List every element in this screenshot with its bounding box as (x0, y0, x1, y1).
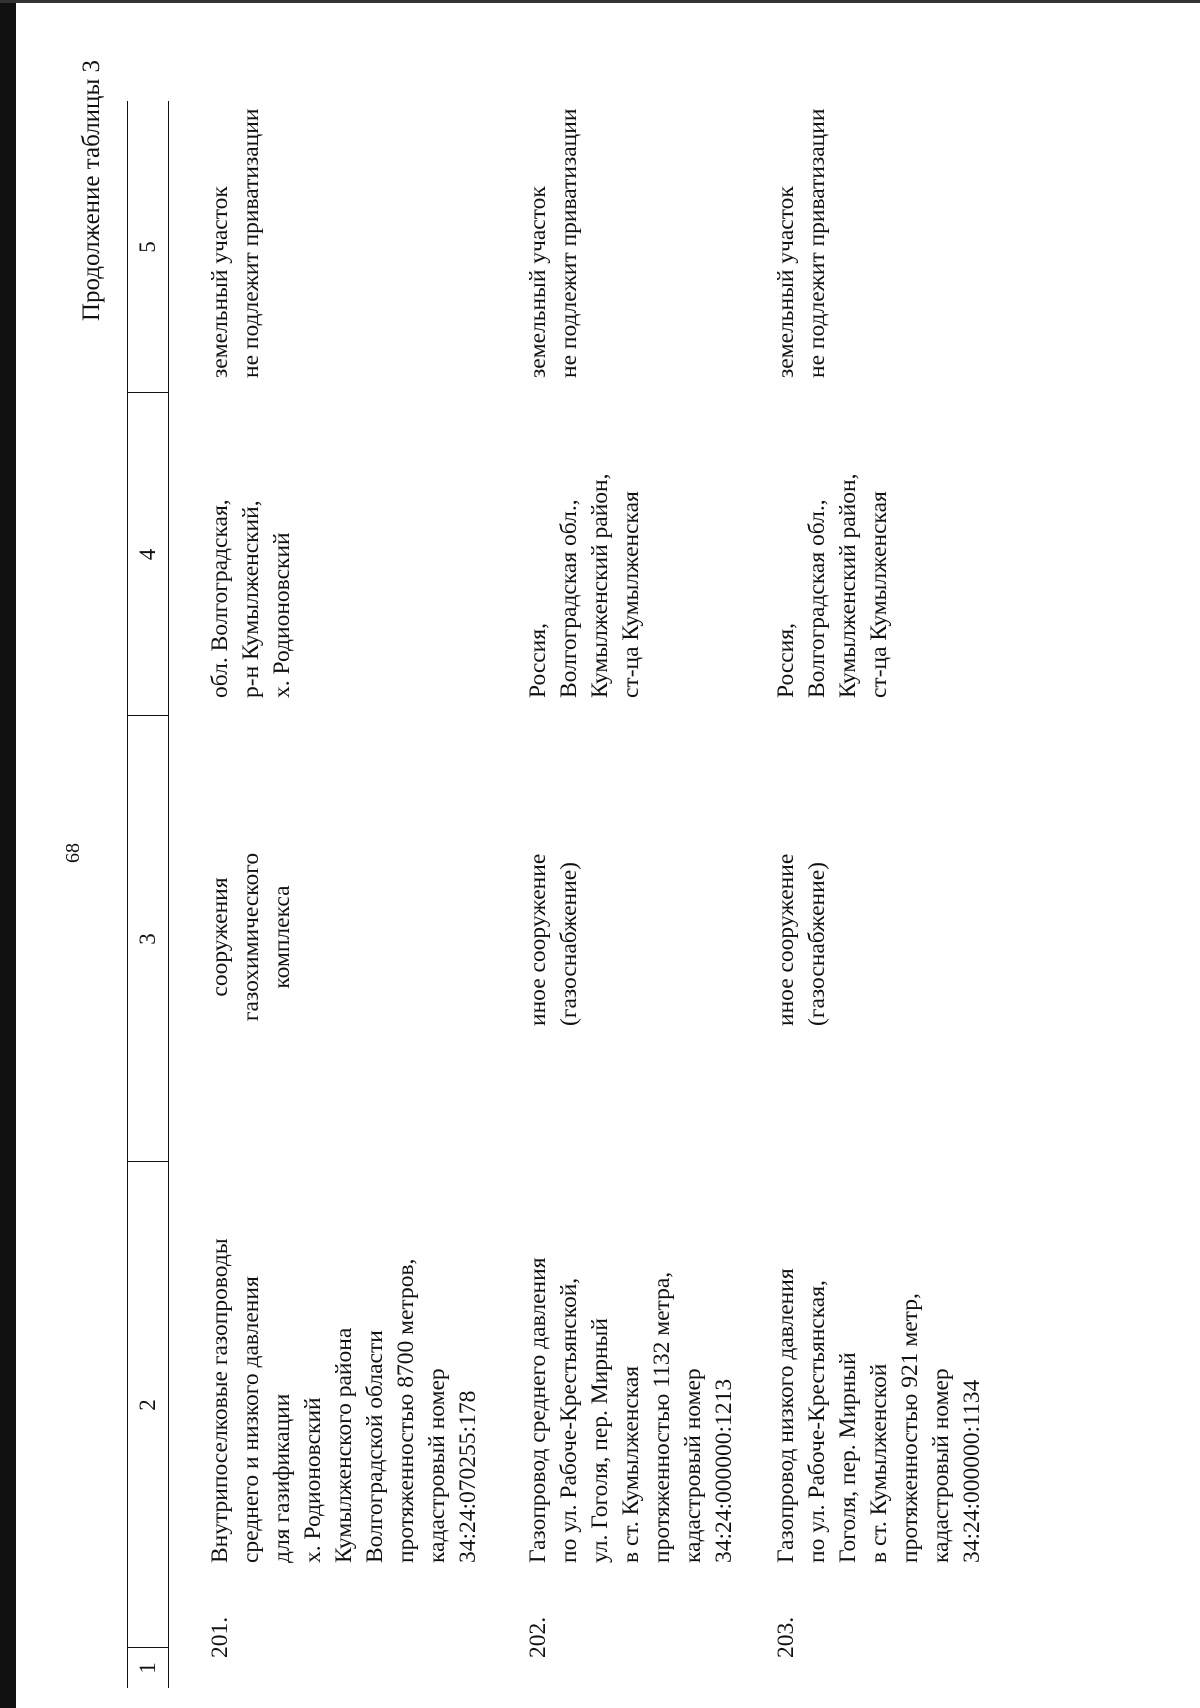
property-table (127, 101, 1001, 1688)
object-name-line: среднего и низкого давления (238, 1276, 264, 1563)
object-name (205, 1238, 484, 1563)
row-number: 202. (525, 1616, 551, 1658)
object-type-line: иное сооружение (525, 853, 551, 1026)
object-type-line: (газоснабжение) (804, 862, 830, 1026)
object-type (523, 854, 585, 1026)
object-name-line: в ст. Кумылженская (618, 1365, 644, 1563)
note-line: не подлежит приватизации (804, 108, 830, 378)
object-address (523, 473, 647, 698)
object-name-line: Газопровод низкого давления (773, 1268, 799, 1563)
object-type-line: иное сооружение (773, 853, 799, 1026)
object-type-line: комплекса (269, 885, 295, 989)
object-address (205, 499, 298, 698)
table-header-row (127, 101, 169, 1688)
address-line: Кумылженский район, (835, 473, 861, 698)
object-type-line: (газоснабжение) (556, 862, 582, 1026)
note-line: земельный участок (773, 186, 799, 378)
object-type-line: сооружения (207, 877, 233, 997)
note-line: земельный участок (207, 186, 233, 378)
address-line: ст-ца Кумылженская (618, 491, 644, 698)
object-name-line: Внутрипоселковые газопроводы (207, 1238, 233, 1563)
column-number-3: 3 (135, 933, 160, 945)
object-name-line: кадастровый номер (680, 1368, 706, 1563)
object-name-line: Волгоградской области (362, 1330, 388, 1563)
object-name-line: для газификации (269, 1393, 295, 1563)
page-number: 68 (62, 843, 84, 863)
object-name-line: по ул. Рабоче-Крестьянской, (556, 1277, 582, 1563)
object-type-line: газохимического (238, 852, 264, 1022)
object-name-line: кадастровый номер (424, 1368, 450, 1563)
object-type (771, 854, 833, 1026)
table-continuation-label: Продолжение таблицы 3 (78, 60, 105, 322)
object-name-line: х. Родионовский (300, 1397, 326, 1563)
object-name (771, 1268, 988, 1563)
column-number-2: 2 (135, 1399, 160, 1411)
object-name-line: 34:24:070255:178 (455, 1390, 481, 1563)
object-type (205, 822, 298, 1052)
object-name-line: Кумылженского района (331, 1327, 357, 1563)
object-name-line: протяженностью 921 метр, (897, 1293, 923, 1563)
object-name-line: по ул. Рабоче-Крестьянская, (804, 1280, 830, 1563)
table-row (771, 101, 1001, 1688)
object-name-line: 34:24:000000:1134 (959, 1379, 985, 1563)
address-line: Волгоградская обл., (556, 499, 582, 698)
table-row (523, 101, 771, 1688)
note-line: не подлежит приватизации (556, 108, 582, 378)
address-line: Волгоградская обл., (804, 499, 830, 698)
note-line: не подлежит приватизации (238, 108, 264, 378)
column-number-5: 5 (135, 241, 160, 253)
object-name-line: протяженностью 8700 метров, (393, 1258, 419, 1563)
column-number-4: 4 (135, 548, 160, 561)
address-line: Россия, (525, 623, 551, 698)
object-name-line: кадастровый номер (928, 1368, 954, 1563)
address-line: обл. Волгоградская, (207, 499, 233, 698)
address-line: Кумылженский район, (587, 473, 613, 698)
column-number-1: 1 (135, 1662, 160, 1674)
table-row (205, 101, 523, 1688)
address-line: р-н Кумылженский, (238, 500, 264, 698)
object-name (523, 1258, 740, 1563)
object-name-line: Гоголя, пер. Мирный (835, 1352, 861, 1563)
object-name-line: Газопровод среднего давления (525, 1257, 551, 1563)
object-name-line: 34:24:000000:1213 (711, 1378, 737, 1563)
note-line: земельный участок (525, 186, 551, 378)
object-note (771, 109, 833, 378)
object-address (771, 473, 895, 698)
object-name-line: ул. Гоголя, пер. Мирный (587, 1318, 613, 1563)
row-number: 203. (773, 1616, 799, 1658)
object-name-line: в ст. Кумылженской (866, 1363, 892, 1563)
object-name-line: протяженностью 1132 метра, (649, 1271, 675, 1563)
address-line: х. Родионовский (269, 532, 295, 698)
address-line: Россия, (773, 623, 799, 698)
object-note (205, 109, 267, 378)
address-line: ст-ца Кумылженская (866, 491, 892, 698)
row-number: 201. (207, 1616, 233, 1658)
object-note (523, 109, 585, 378)
